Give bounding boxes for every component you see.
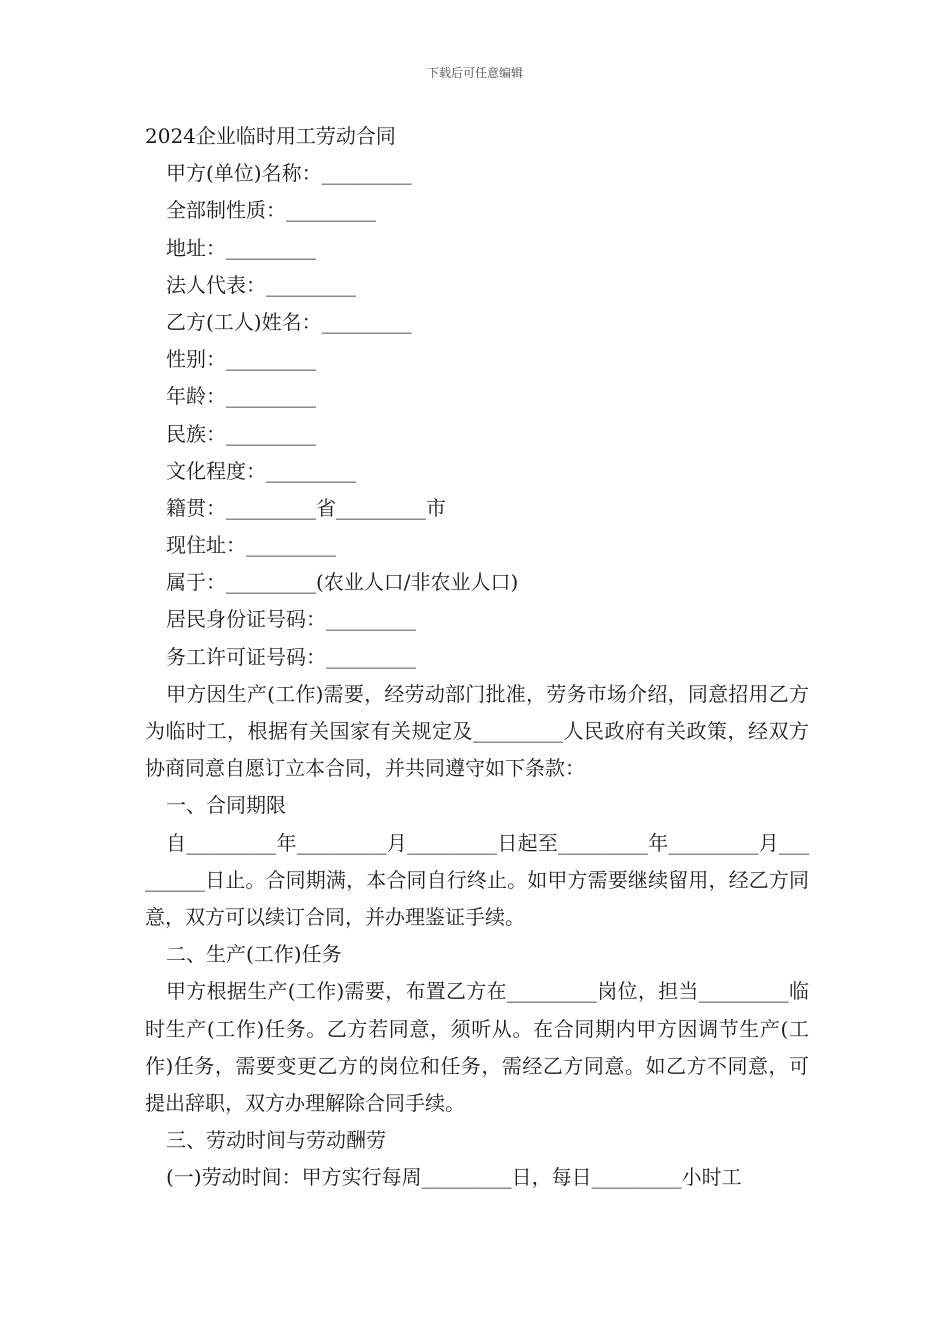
field-id-number: 居民身份证号码：_________: [166, 607, 416, 632]
field-legal-representative: 法人代表：_________: [166, 272, 356, 297]
section-2-text: 甲方根据生产(工作)需要，布置乙方在_________岗位，担当_________临时生产(工作)任务。乙方若同意，须听从。在合同期内甲方因调节生产(工作)任务，需要变更乙方的岗位和任务，需经乙方同意。如乙方不同意，可提出辞职，双方办理解除合同手续。: [145, 979, 809, 1116]
document-title: 2024企业临时用工劳动合同: [145, 124, 396, 148]
page-header: 下载后可任意编辑: [426, 66, 523, 80]
field-party-b-name: 乙方(工人)姓名：_________: [166, 309, 412, 334]
field-ownership-type: 全部制性质：_________: [166, 198, 376, 223]
field-current-address: 现住址：_________: [166, 533, 336, 558]
field-native-place: 籍贯：_________省_________市: [166, 495, 446, 520]
field-party-a-name: 甲方(单位)名称：_________: [166, 161, 412, 186]
field-gender: 性别：_________: [166, 347, 316, 372]
section-3-title: 三、劳动时间与劳动酬劳: [166, 1128, 386, 1153]
section-1-body: [145, 825, 809, 937]
section-3-item-1: (一)劳动时间：甲方实行每周_________日，每日_________小时工: [166, 1165, 742, 1190]
section-1-text: 自_________年_________月_________日起至_________年_________月_________日止。合同期满，本合同自行终止。如甲方需要继续留用，经乙方同意，双方可以续订合同，并办理鉴证手续。: [145, 830, 809, 930]
intro-text: 甲方因生产(工作)需要，经劳动部门批准，劳务市场介绍，同意招用乙方为临时工，根据有关国家有关规定及_________人民政府有关政策，经双方协商同意自愿订立本合同，并共同遵守如下条款：: [145, 681, 809, 781]
field-work-permit-number: 务工许可证号码：_________: [166, 644, 416, 669]
intro-paragraph: [145, 676, 809, 788]
field-education: 文化程度：_________: [166, 458, 356, 483]
field-address: 地址：_________: [166, 235, 316, 260]
contract-document: [145, 118, 809, 1197]
section-2-title: 二、生产(工作)任务: [166, 942, 342, 967]
field-ethnicity: 民族：_________: [166, 421, 316, 446]
section-2-body: [145, 973, 809, 1122]
field-household-type: 属于：_________(农业人口/非农业人口): [166, 570, 519, 595]
section-1-title: 一、合同期限: [166, 793, 286, 818]
field-age: 年龄：_________: [166, 384, 316, 409]
